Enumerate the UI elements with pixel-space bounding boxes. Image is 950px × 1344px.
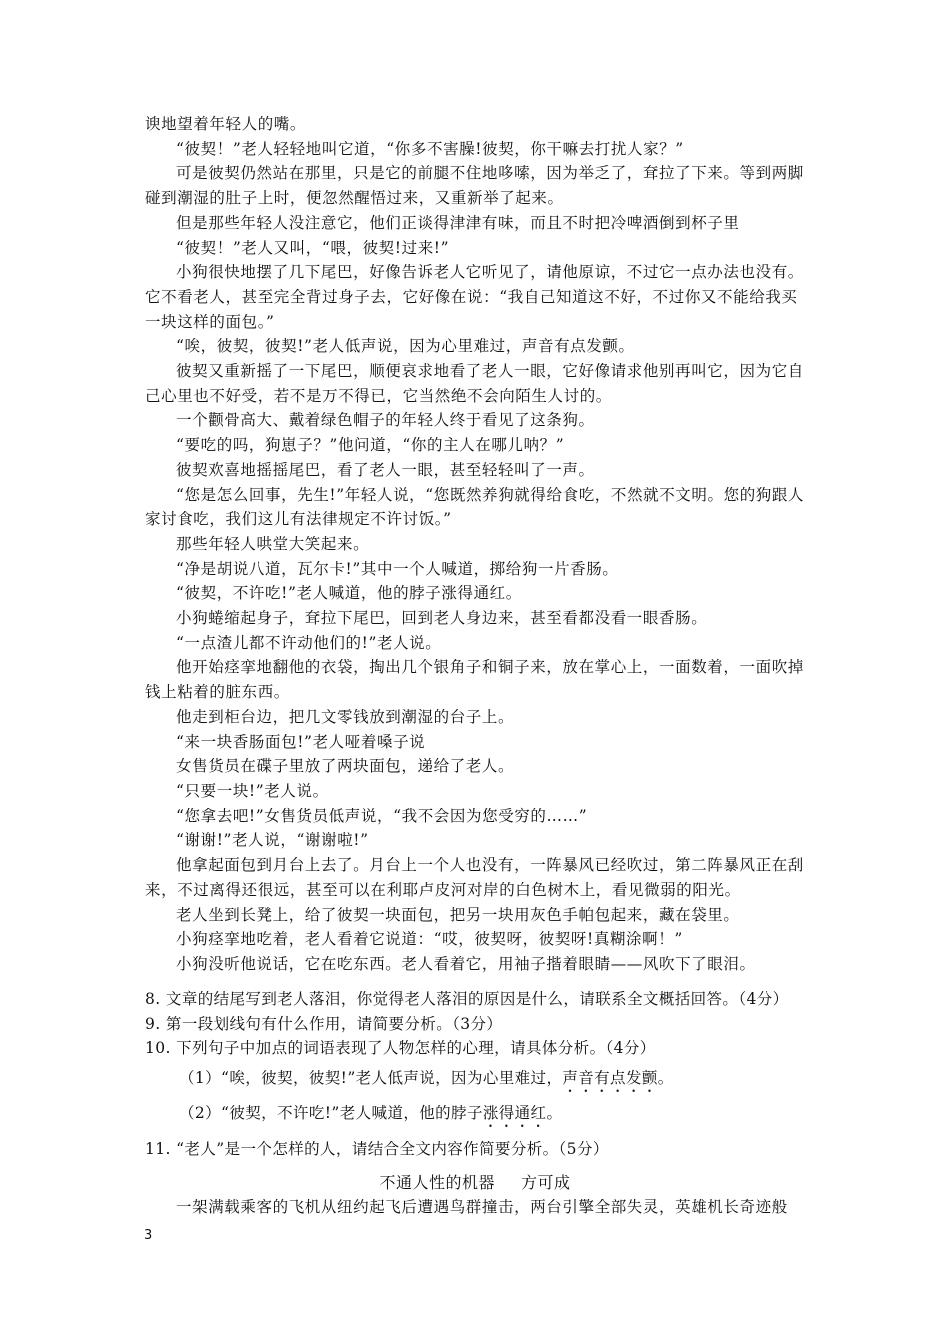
question-10-item-1-text: （1）“唉，彼契，彼契!”老人低声说，因为心里难过， xyxy=(179,1069,563,1088)
story-paragraph: 小狗没听他说话，它在吃东西。老人看着它，用袖子揩着眼睛——风吹下了眼泪。 xyxy=(176,954,756,973)
story-paragraph: “您是怎么回事，先生!”年轻人说，“您既然养狗就得给食吃，不然就不文明。您的狗跟人家讨食吃，我们这儿有法律规定不许讨饭。” xyxy=(145,485,805,529)
story-paragraph: “您拿去吧!”女售货员低声说，“我不会因为您受穷的……” xyxy=(176,806,588,825)
next-article-first-line: 一架满载乘客的飞机从纽约起飞后遭遇鸟群撞击，两台引擎全部失灵，英雄机长奇迹般 xyxy=(176,1198,788,1216)
story-paragraph: 他走到柜台边，把几文零钱放到潮湿的台子上。 xyxy=(176,707,515,726)
dotted-phrase: 涨得通红 xyxy=(482,1104,547,1123)
next-article-author: 方可成 xyxy=(521,1173,571,1192)
story-paragraph: 彼契又重新摇了一下尾巴，顺便哀求地看了老人一眼，它好像请求他别再叫它，因为它自己心里也不好受，若不是万不得已，它当然绝不会向陌生人讨的。 xyxy=(145,362,804,405)
question-8: 8. 文章的结尾写到老人落泪，你觉得老人落泪的原因是什么，请联系全文概括回答。（4分） xyxy=(145,990,789,1008)
story-paragraph: 女售货员在碟子里放了两块面包，递给了老人。 xyxy=(176,757,515,776)
dotted-phrase: 声音有点发颤 xyxy=(562,1069,658,1088)
story-paragraph: 谀地望着年轻人的嘴。 xyxy=(145,115,307,133)
question-11: 11. “老人”是一个怎样的人，请结合全文内容作简要分析。（5分） xyxy=(145,1140,609,1159)
question-10: 10. 下列句子中加点的词语表现了人物怎样的心理，请具体分析。（4分） xyxy=(145,1039,656,1058)
story-paragraph: 他开始痉挛地翻他的衣袋，掏出几个银角子和铜子来，放在掌心上，一面数着，一面吹掉钱上粘着的脏东西。 xyxy=(145,658,804,702)
question-9: 9. 第一段划线句有什么作用，请简要分析。（3分） xyxy=(145,1014,503,1033)
story-paragraph: “谢谢!”老人说，“谢谢啦!” xyxy=(176,831,369,850)
question-10-item-2 xyxy=(145,1096,815,1131)
story-text xyxy=(145,112,810,977)
question-10-item-1-end: 。 xyxy=(657,1069,674,1088)
story-paragraph: “一点渣儿都不许动他们的!”老人说。 xyxy=(176,633,442,652)
question-10-item-1 xyxy=(145,1061,815,1096)
story-paragraph: 一个颧骨高大、戴着绿色帽子的年轻人终于看见了这条狗。 xyxy=(176,411,595,430)
story-paragraph: “来一块香肠面包!”老人哑着嗓子说 xyxy=(176,732,426,751)
question-10-item-2-end: 。 xyxy=(546,1104,563,1123)
story-paragraph: 彼契欢喜地摇摇尾巴，看了老人一眼，甚至轻轻叫了一声。 xyxy=(176,460,595,479)
page-number: 3 xyxy=(144,1228,153,1243)
question-10-item-2-text: （2）“彼契，不许吃!”老人喊道，他的脖子 xyxy=(179,1104,483,1123)
story-paragraph: “唉，彼契，彼契!”老人低声说，因为心里难过，声音有点发颤。 xyxy=(176,337,635,356)
story-paragraph: 小狗很快地摆了几下尾巴，好像告诉老人它听见了，请他原谅，不过它一点办法也没有。它不看老人，甚至完全背过身子去，它好像在说：“我自己知道这不好，不过你又不能给我买一块这样的面包。” xyxy=(145,263,804,331)
story-paragraph: “彼契！”老人又叫，“喂，彼契!过来!” xyxy=(176,238,450,257)
next-article-heading xyxy=(0,1170,950,1193)
story-paragraph: 那些年轻人哄堂大笑起来。 xyxy=(176,534,370,553)
story-paragraph: 小狗痉挛地吃着，老人看着它说道：“哎，彼契呀，彼契呀!真糊涂啊！” xyxy=(176,930,683,949)
story-paragraph: 他拿起面包到月台上去了。月台上一个人也没有，一阵暴风已经吹过，第二阵暴风正在刮来，不过离得还很远，甚至可以在利耶卢皮河对岸的白色树木上，看见微弱的阳光。 xyxy=(145,856,804,899)
story-paragraph: “只要一块!”老人说。 xyxy=(176,781,329,800)
story-paragraph: 老人坐到长凳上，给了彼契一块面包，把另一块用灰色手帕包起来，藏在袋里。 xyxy=(176,905,740,924)
story-paragraph: 但是那些年轻人没注意它，他们正谈得津津有味，而且不时把冷啤酒倒到杯子里 xyxy=(176,213,740,232)
story-paragraph: 小狗蜷缩起身子，耷拉下尾巴，回到老人身边来，甚至看都没看一眼香肠。 xyxy=(176,609,708,628)
next-article-title: 不通人性的机器 xyxy=(379,1173,495,1192)
story-paragraph: “彼契！”老人轻轻地叫它道，“你多不害臊!彼契，你干嘛去打扰人家？” xyxy=(176,139,684,158)
question-list xyxy=(145,987,815,1162)
story-paragraph: “彼契，不许吃!”老人喊道，他的脖子涨得通红。 xyxy=(176,584,522,603)
story-paragraph: 可是彼契仍然站在那里，只是它的前腿不住地哆嗦，因为举乏了，耷拉了下来。等到两脚碰到潮湿的肚子上时，便忽然醒悟过来，又重新举了起来。 xyxy=(145,164,804,208)
story-paragraph: “要吃的吗，狗崽子？”他问道，“你的主人在哪儿呐？” xyxy=(176,436,565,455)
story-paragraph: “净是胡说八道，瓦尔卡!”其中一个人喊道，掷给狗一片香肠。 xyxy=(176,559,619,578)
